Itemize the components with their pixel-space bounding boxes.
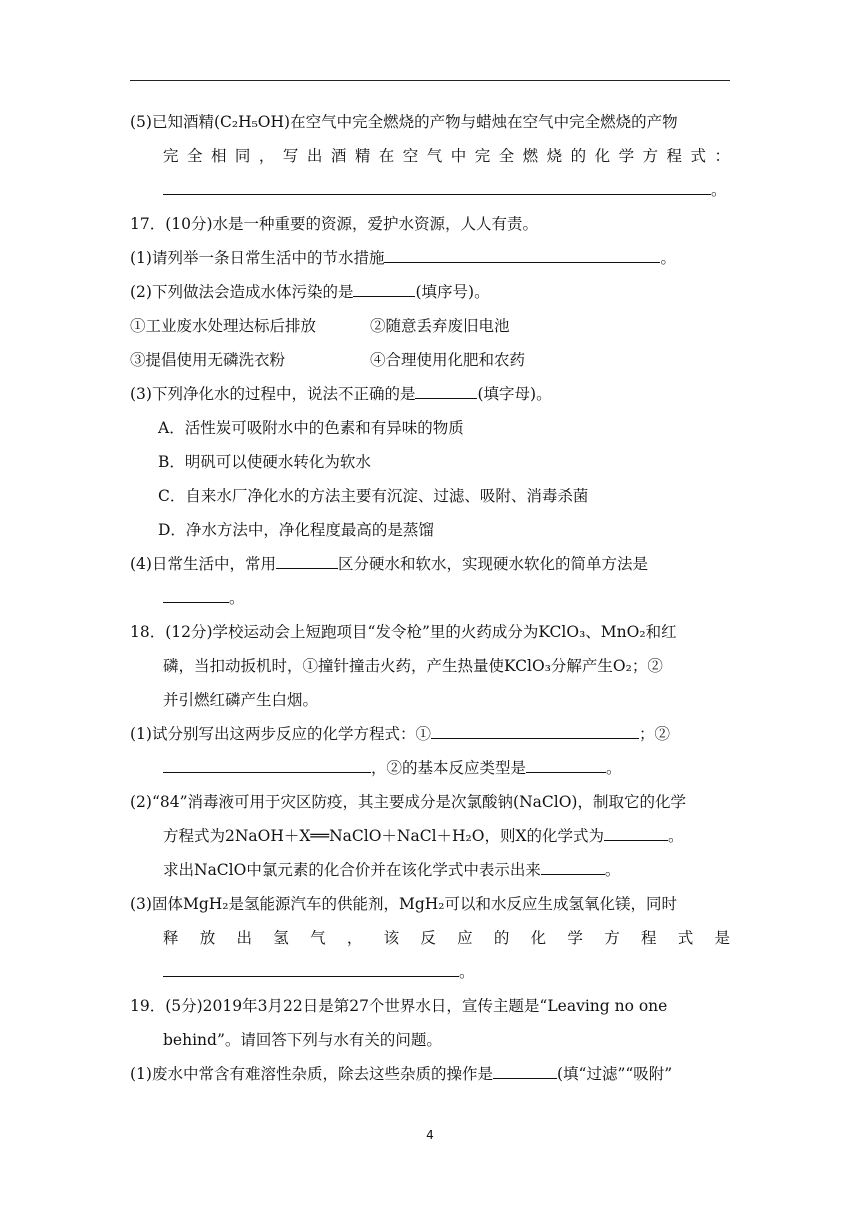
q19-line2: behind”。请回答下列与水有关的问题。 — [163, 1031, 442, 1049]
answer-blank[interactable] — [526, 758, 606, 773]
q18-line1: 18．(12分)学校运动会上短跑项目“发令枪”里的火药成分为KClO₃、MnO₂和红 — [130, 623, 677, 641]
q17-part4-line1: (4)日常生活中，常用 区分硬水和软水，实现硬水软化的简单方法是 — [130, 555, 648, 573]
q17-choice-a: A．活性炭可吸附水中的色素和有异味的物质 — [158, 419, 464, 437]
q16-part5-line3: 。 — [163, 178, 730, 202]
answer-blank[interactable] — [415, 384, 477, 399]
answer-blank[interactable] — [353, 282, 415, 297]
q18-part3-line3: 。 — [163, 960, 730, 984]
q18-line2: 磷，当扣动扳机时，①撞针撞击火药，产生热量使KClO₃分解产生O₂；② — [163, 657, 663, 675]
q18-part2-line1: (2)“84”消毒液可用于灾区防疫，其主要成分是次氯酸钠(NaClO)，制取它的化学 — [130, 793, 686, 811]
page-number: 4 — [426, 1128, 434, 1142]
answer-blank[interactable] — [163, 180, 711, 195]
q18-line3: 并引燃红磷产生白烟。 — [163, 691, 319, 709]
q18-part2-line2: 方程式为2NaOH＋X══NaClO＋NaCl＋H₂O，则X的化学式为 。 — [163, 827, 684, 845]
answer-blank[interactable] — [163, 758, 371, 773]
q18-part3-line2: 释放出氢气，该反应的化学方程式是 — [163, 929, 730, 947]
q19-part1: (1)废水中常含有难溶性杂质，除去这些杂质的操作是 (填“过滤”“吸附” — [130, 1065, 673, 1083]
q17-options-row2: ③提倡使用无磷洗衣粉 ④合理使用化肥和农药 — [130, 351, 526, 369]
q17-title: 17．(10分)水是一种重要的资源，爱护水资源，人人有责。 — [130, 215, 539, 233]
q17-choice-c: C．自来水厂净化水的方法主要有沉淀、过滤、吸附、消毒杀菌 — [158, 487, 589, 505]
answer-blank[interactable] — [384, 248, 660, 263]
answer-blank[interactable] — [163, 588, 229, 603]
q17-part4-line2: 。 — [163, 586, 730, 610]
answer-blank[interactable] — [163, 962, 459, 977]
q17-part1: (1)请列举一条日常生活中的节水措施 。 — [130, 249, 676, 267]
answer-blank[interactable] — [493, 1064, 557, 1079]
q17-choice-d: D．净水方法中，净化程度最高的是蒸馏 — [158, 521, 434, 539]
header-rule — [130, 80, 730, 81]
q18-part1-line1: (1)试分别写出这两步反应的化学方程式：① ；② — [130, 725, 670, 743]
q18-part2-line3: 求出NaClO中氯元素的化合价并在该化学式中表示出来 。 — [163, 861, 621, 879]
q17-part2: (2)下列做法会造成水体污染的是 (填序号)。 — [130, 283, 490, 301]
q17-options-row1: ①工业废水处理达标后排放 ②随意丢弃废旧电池 — [130, 317, 510, 335]
q16-part5-line1: (5)已知酒精(C₂H₅OH)在空气中完全燃烧的产物与蜡烛在空气中完全燃烧的产物 — [130, 113, 678, 131]
answer-blank[interactable] — [604, 826, 668, 841]
q18-part3-line1: (3)固体MgH₂是氢能源汽车的供能剂，MgH₂可以和水反应生成氢氧化镁，同时 — [130, 895, 678, 913]
answer-blank[interactable] — [541, 860, 605, 875]
q19-line1: 19．(5分)2019年3月22日是第27个世界水日，宣传主题是“Leaving no one — [130, 997, 668, 1015]
answer-blank[interactable] — [276, 554, 338, 569]
answer-blank[interactable] — [431, 724, 639, 739]
q17-part3: (3)下列净化水的过程中，说法不正确的是 (填字母)。 — [130, 385, 552, 403]
q18-part1-line2: ，②的基本反应类型是 。 — [163, 756, 730, 780]
q17-choice-b: B．明矾可以使硬水转化为软水 — [158, 453, 371, 471]
q16-part5-line2: 完全相同，写出酒精在空气中完全燃烧的化学方程式： — [163, 147, 730, 165]
